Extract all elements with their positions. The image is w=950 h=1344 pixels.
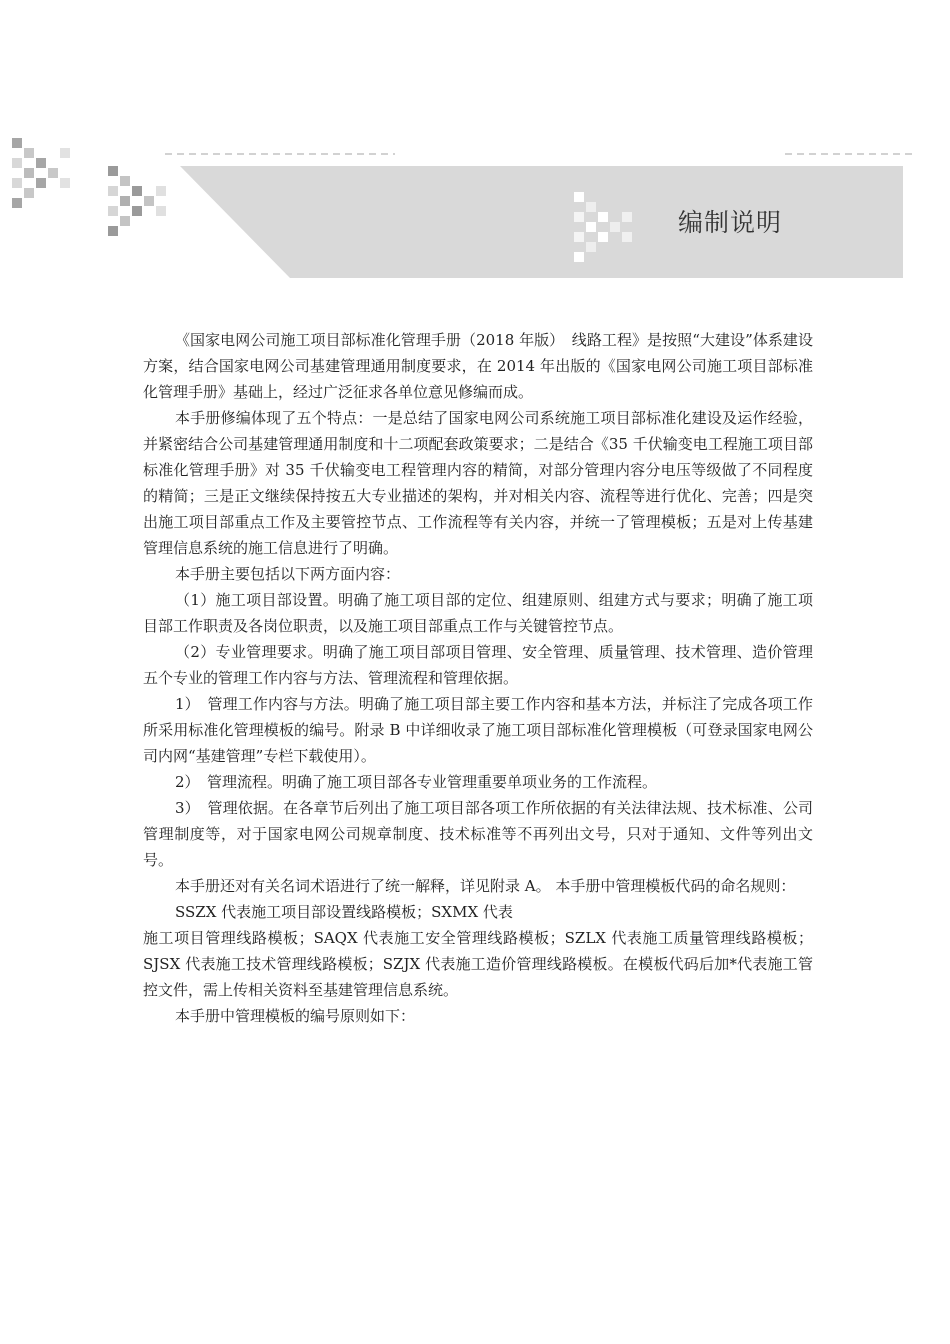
page-title: 编制说明 [678, 208, 783, 237]
paragraph-intro: 《国家电网公司施工项目部标准化管理手册（2018 年版） 线路工程》是按照“大建设”体系建设方案，结合国家电网公司基建管理通用制度要求，在 2014 年出版的《国家电网公司施工项目部标准化管理手册》基础上，经过广泛征求各单位意见修编而成。 [143, 331, 813, 401]
paragraph-features: 本手册修编体现了五个特点：一是总结了国家电网公司系统施工项目部标准化建设及运作经验，并紧密结合公司基建管理通用制度和十二项配套政策要求；二是结合《35 千伏输变电工程施工项目部标准化管理手册》对 35 千伏输变电工程管理内容的精简，对部分管理内容分电压等级做了不同程度的精简；三是正文继续保持按五大专业描述的架构，并对相关内容、流程等进行优化、完善；四是突出施工项目部重点工作及主要管控节点、工作流程等有关内容，并统一了管理模板；五是对上传基建管理信息系统的施工信息进行了明确。 [143, 409, 813, 557]
chevron-decoration-left [12, 138, 70, 208]
paragraph-contents-intro: 本手册主要包括以下两方面内容： [175, 565, 401, 583]
paragraph-item-1: （1）施工项目部设置。明确了施工项目部的定位、组建原则、组建方式与要求；明确了施工项目部工作职责及各岗位职责，以及施工项目部重点工作与关键管控节点。 [143, 591, 813, 635]
header-banner-graphic [0, 0, 950, 300]
paragraph-subitem-1: 1） 管理工作内容与方法。明确了施工项目部主要工作内容和基本方法，并标注了完成各项工作所采用标准化管理模板的编号。附录 B 中详细收录了施工项目部标准化管理模板（可登录国家电网公司内网“基建管理”专栏下载使用）。 [143, 695, 813, 765]
chevron-decoration-middle [108, 166, 166, 236]
paragraph-terminology: 本手册还对有关名词术语进行了统一解释，详见附录 A。 本手册中管理模板代码的命名规则： [175, 877, 796, 895]
paragraph-numbering-rules: 本手册中管理模板的编号原则如下： [175, 1007, 416, 1025]
title-banner [180, 166, 903, 278]
paragraph-subitem-3: 3） 管理依据。在各章节后列出了施工项目部各项工作所依据的有关法律法规、技术标准、公司管理制度等，对于国家电网公司规章制度、技术标准等不再列出文号，只对于通知、文件等列出文号。 [143, 799, 813, 869]
paragraph-item-2: （2）专业管理要求。明确了施工项目部项目管理、安全管理、质量管理、技术管理、造价管理五个专业的管理工作内容与方法、管理流程和管理依据。 [143, 643, 813, 687]
page-header [0, 0, 950, 300]
document-body [143, 327, 813, 1029]
paragraph-code-rules: 施工项目管理线路模板；SAQX 代表施工安全管理线路模板；SZLX 代表施工质量管理线路模板；SJSX 代表施工技术管理线路模板；SZJX 代表施工造价管理线路模板。在模板代码后加*代表施工管控文件，需上传相关资料至基建管理信息系统。 [143, 929, 813, 999]
paragraph-code-rules-start: SSZX 代表施工项目部设置线路模板；SXMX 代表 [175, 903, 513, 921]
paragraph-subitem-2: 2） 管理流程。明确了施工项目部各专业管理重要单项业务的工作流程。 [175, 773, 658, 791]
